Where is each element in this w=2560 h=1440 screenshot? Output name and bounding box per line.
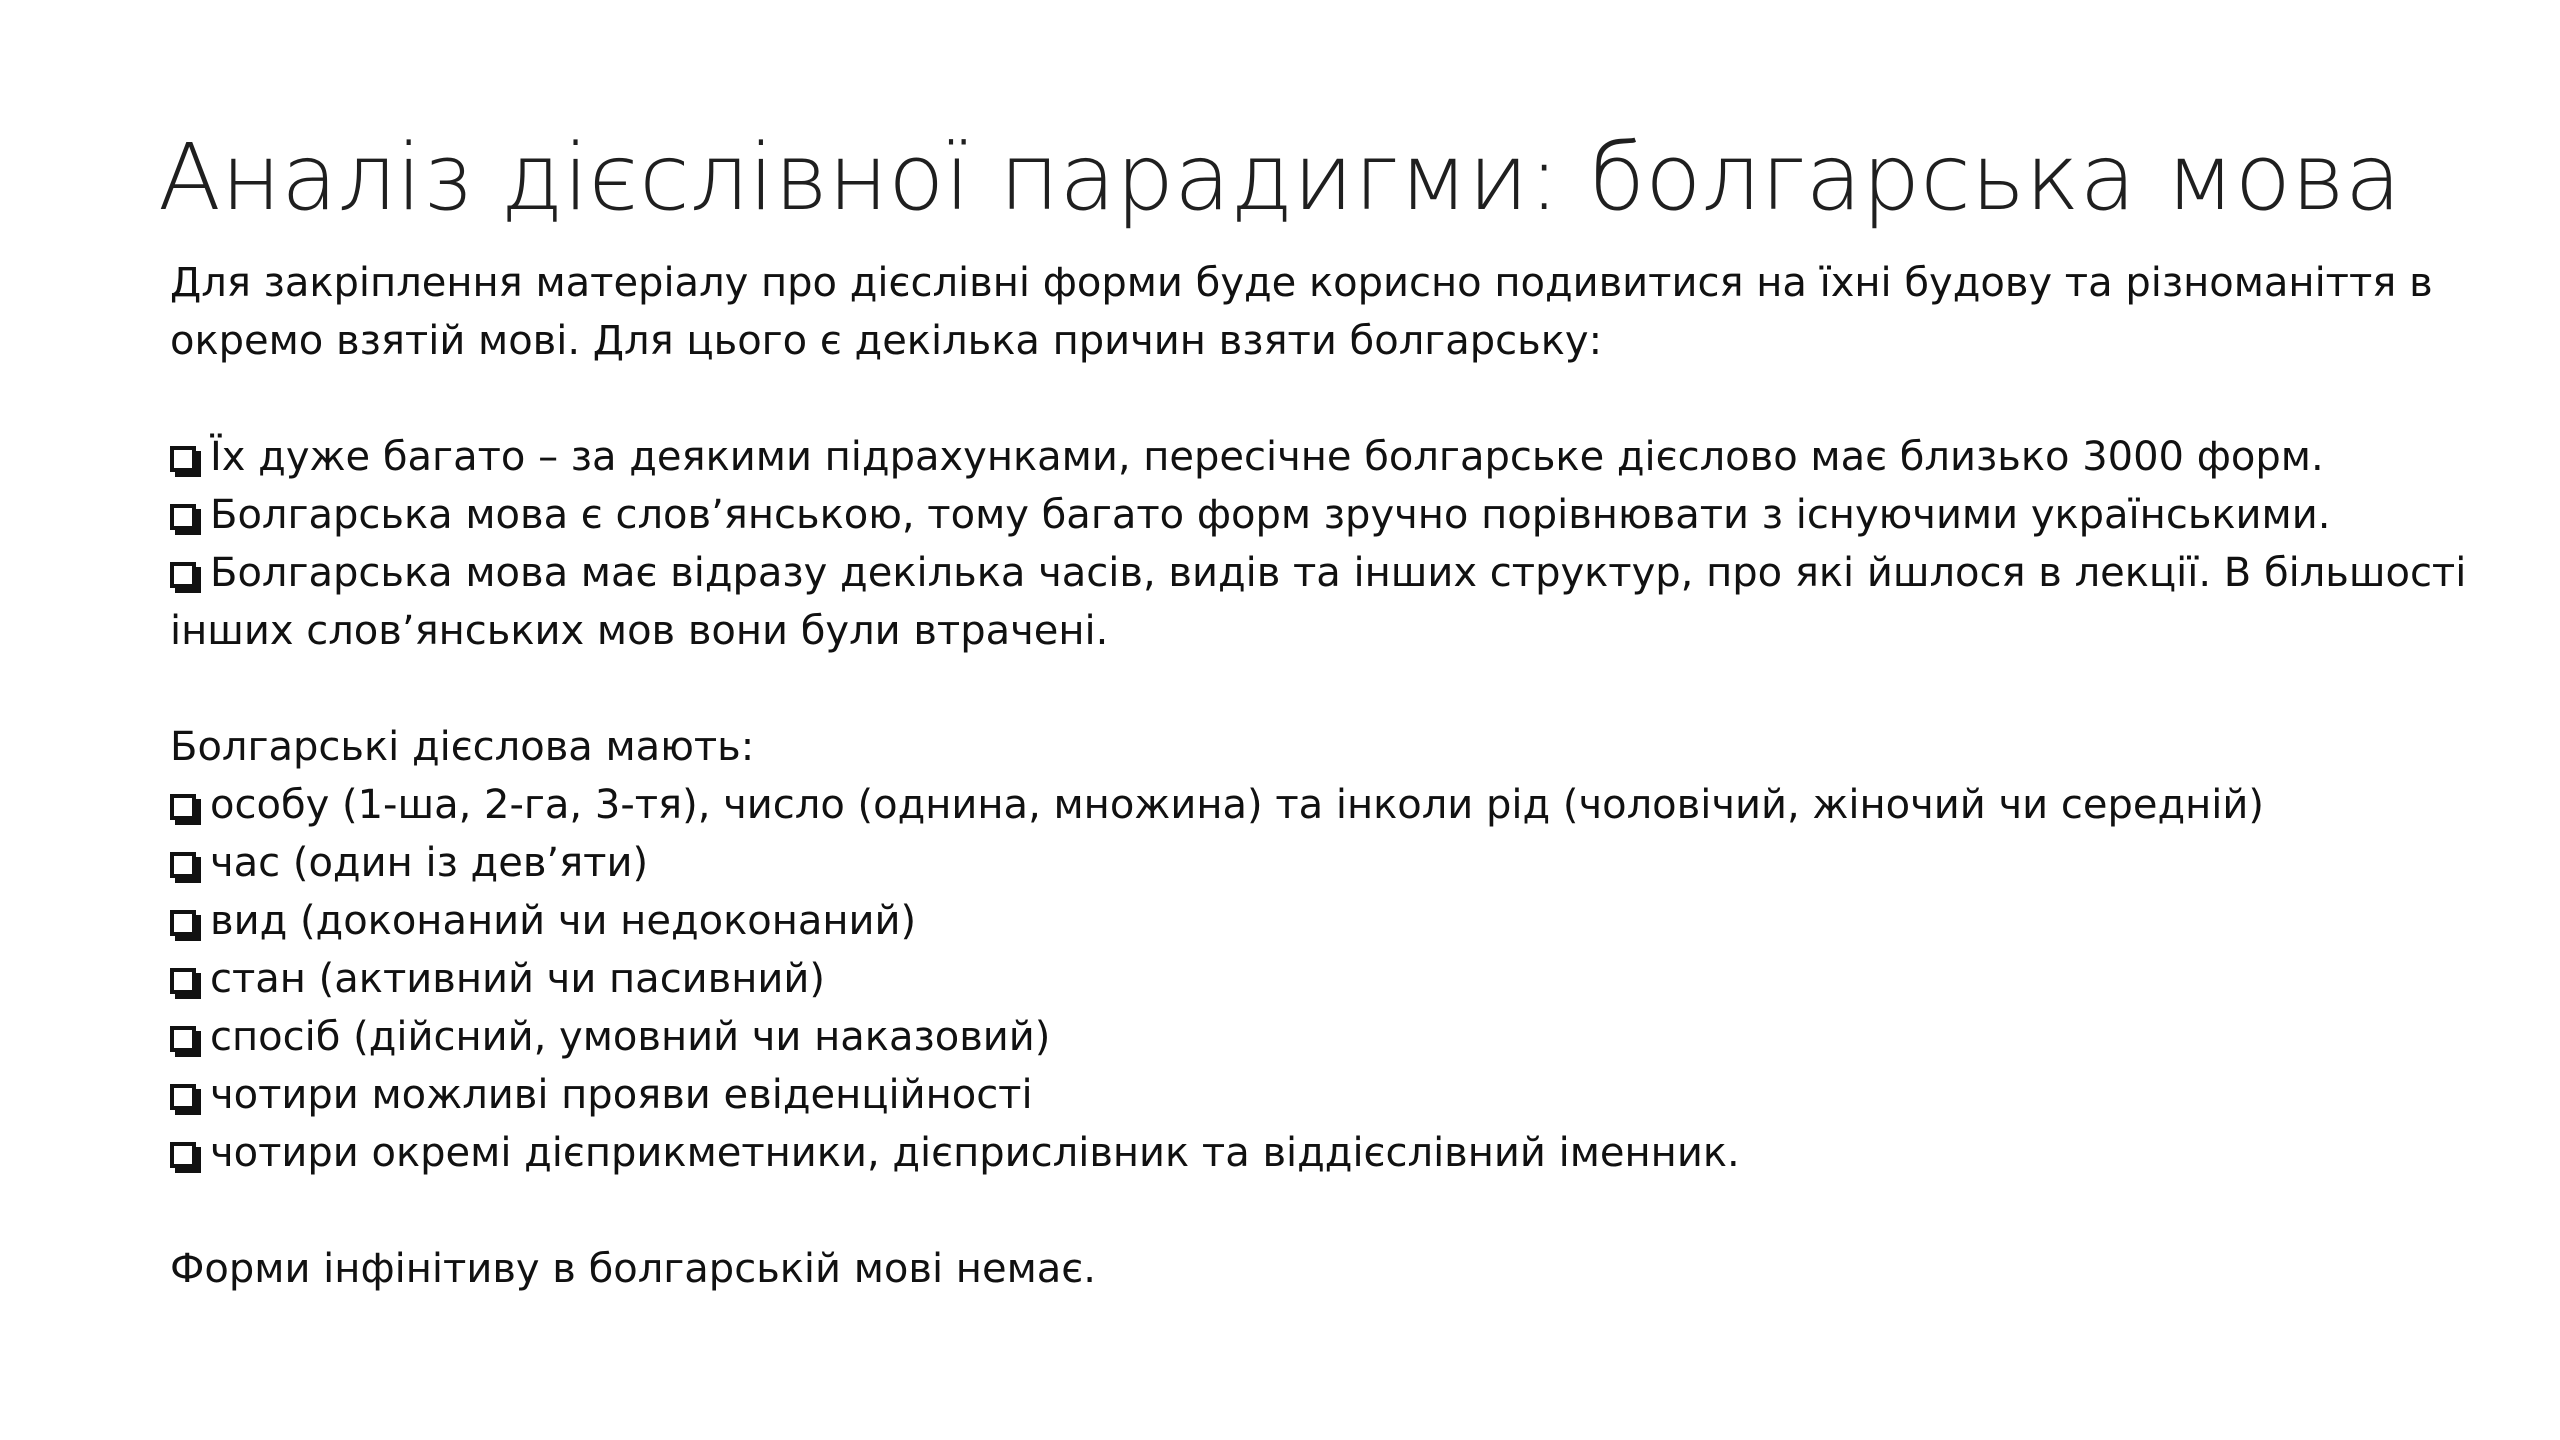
feature-text: чотири окремі дієприкметники, дієприслівник та віддієслівний іменник.: [210, 1130, 1740, 1176]
reason-text: Болгарська мова є слов’янською, тому багато форм зручно порівнювати з існуючими українськими.: [210, 492, 2331, 538]
reason-text: Болгарська мова має відразу декілька часів, видів та інших структур, про які йшлося в лекції. В більшості інших слов’янських мов вони були втрачені.: [170, 550, 2467, 654]
checkbox-bullet-icon: [170, 968, 196, 994]
slide-title: Аналіз дієслівної парадигми: болгарська мова: [158, 124, 2402, 231]
list-item: [170, 544, 2530, 660]
slide-body: [170, 254, 2530, 1298]
list-item: [170, 1124, 2530, 1182]
list-item: [170, 486, 2530, 544]
list-item: [170, 950, 2530, 1008]
feature-text: спосіб (дійсний, умовний чи наказовий): [210, 1014, 1051, 1060]
reason-text: Їх дуже багато – за деякими підрахунками, пересічне болгарське дієслово має близько 3000 форм.: [210, 434, 2324, 480]
feature-text: стан (активний чи пасивний): [210, 956, 825, 1002]
intro-paragraph: Для закріплення матеріалу про дієслівні форми буде корисно подивитися на їхні будову та різноманіття в окремо взятій мові. Для цього є декілька причин взяти болгарську:: [170, 260, 2433, 364]
feature-text: особу (1-ша, 2-га, 3-тя), число (однина, множина) та інколи рід (чоловічий, жіночий чи середній): [210, 782, 2264, 828]
closing-paragraph: Форми інфінітиву в болгарській мові немає.: [170, 1246, 1096, 1292]
checkbox-bullet-icon: [170, 1026, 196, 1052]
list-item: [170, 1066, 2530, 1124]
spacer: [170, 1182, 2530, 1240]
list-item: [170, 892, 2530, 950]
checkbox-bullet-icon: [170, 504, 196, 530]
checkbox-bullet-icon: [170, 1142, 196, 1168]
list-item: [170, 428, 2530, 486]
list-item: [170, 776, 2530, 834]
feature-text: вид (доконаний чи недоконаний): [210, 898, 917, 944]
spacer: [170, 660, 2530, 718]
feature-text: час (один із дев’яти): [210, 840, 649, 886]
list-item: [170, 834, 2530, 892]
checkbox-bullet-icon: [170, 446, 196, 472]
checkbox-bullet-icon: [170, 852, 196, 878]
features-heading: Болгарські дієслова мають:: [170, 724, 755, 770]
checkbox-bullet-icon: [170, 794, 196, 820]
list-item: [170, 1008, 2530, 1066]
checkbox-bullet-icon: [170, 910, 196, 936]
spacer: [170, 370, 2530, 428]
checkbox-bullet-icon: [170, 562, 196, 588]
feature-text: чотири можливі прояви евіденційності: [210, 1072, 1033, 1118]
checkbox-bullet-icon: [170, 1084, 196, 1110]
